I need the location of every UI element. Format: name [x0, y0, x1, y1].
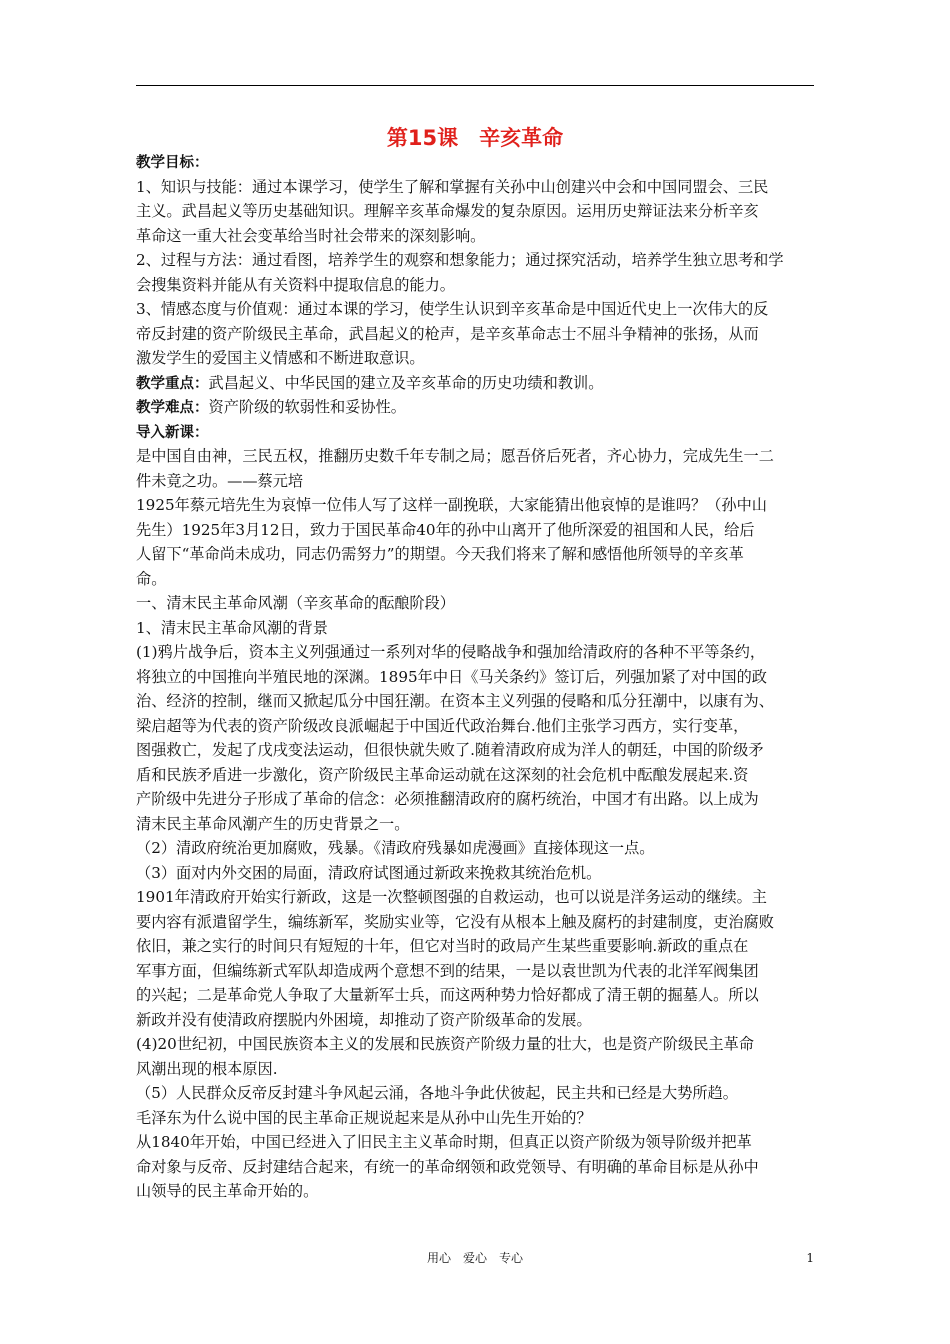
text-line [136, 1008, 814, 1033]
line-text: 将独立的中国推向半殖民地的深渊。1895年中日《马关条约》签订后，列强加紧了对中国的政 [136, 667, 767, 686]
text-line [136, 297, 814, 322]
line-text: 风潮出现的根本原因. [136, 1059, 278, 1078]
text-line [136, 665, 814, 690]
section-label: 导入新课： [136, 424, 209, 441]
line-text: （2）清政府统治更加腐败，残暴。《清政府残暴如虎漫画》直接体现这一点。 [136, 839, 655, 857]
text-line [136, 346, 814, 371]
line-text: 要内容有派遣留学生，编练新军，奖励实业等，它没有从根本上触及腐朽的封建制度，吏治腐败 [136, 912, 774, 931]
text-line [136, 738, 814, 763]
line-text: 产阶级中先进分子形成了革命的信念：必须推翻清政府的腐朽统治，中国才有出路。以上成为 [136, 790, 759, 808]
section-label: 教学难点： [136, 400, 209, 416]
text-line [136, 322, 814, 347]
text-line [136, 1057, 814, 1082]
line-text: (1)鸦片战争后，资本主义列强通过一系列对华的侵略战争和强加给清政府的各种不平等条约， [136, 643, 766, 661]
text-line [136, 224, 814, 249]
line-text: 3、情感态度与价值观：通过本课的学习，使学生认识到辛亥革命是中国近代史上一次伟大的反 [136, 300, 769, 318]
line-text: 革命这一重大社会变革给当时社会带来的深刻影响。 [136, 226, 486, 245]
text-line [136, 150, 814, 175]
line-text: 军事方面，但编练新式军队却造成两个意想不到的结果，一是以袁世凯为代表的北洋军阀集团 [136, 961, 759, 980]
text-line [136, 371, 814, 396]
text-line [136, 885, 814, 910]
line-text: 一、清末民主革命风潮（辛亥革命的酝酿阶段） [136, 594, 455, 612]
line-text: 命对象与反帝、反封建结合起来，有统一的革命纲领和政党领导、有明确的革命目标是从孙中 [136, 1157, 759, 1176]
line-text: 先生）1925年3月12日，致力于国民革命40年的孙中山离开了他所深爱的祖国和人民，给后 [136, 520, 755, 539]
line-text: 资产阶级的软弱性和妥协性。 [208, 398, 406, 416]
text-line [136, 836, 814, 861]
line-text: 从1840年开始，中国已经进入了旧民主主义革命时期，但真正以资产阶级为领导阶级并把革 [136, 1133, 752, 1151]
line-text: 毛泽东为什么说中国的民主革命正规说起来是从孙中山先生开始的？ [136, 1108, 592, 1127]
line-text: （3）面对内外交困的局面，清政府试图通过新政来挽救其统治危机。 [136, 863, 602, 882]
line-text: 主义。武昌起义等历史基础知识。理解辛亥革命爆发的复杂原因。运用历史辩证法来分析辛亥 [136, 202, 759, 220]
header-rule [136, 85, 814, 86]
line-text: 2、过程与方法：通过看图，培养学生的观察和想象能力；通过探究活动，培养学生独立思考和学 [136, 251, 784, 269]
line-text: 帝反封建的资产阶级民主革命，武昌起义的枪声，是辛亥革命志士不屈斗争精神的张扬，从而 [136, 324, 759, 343]
text-line [136, 934, 814, 959]
text-line [136, 518, 814, 543]
text-line [136, 616, 814, 641]
lesson-title: 第15课 辛亥革命 [386, 126, 564, 150]
text-line [136, 248, 814, 273]
footer-motto: 用心 爱心 专心 [426, 1251, 523, 1265]
line-text: 依旧，兼之实行的时间只有短短的十年，但它对当时的政局产生某些重要影响.新政的重点在 [136, 937, 749, 955]
text-line [136, 273, 814, 298]
text-line [136, 787, 814, 812]
text-line [136, 983, 814, 1008]
line-text: 1、知识与技能：通过本课学习，使学生了解和掌握有关孙中山创建兴中会和中国同盟会、三民 [136, 177, 769, 196]
text-line [136, 567, 814, 592]
section-label: 教学目标： [136, 155, 209, 171]
text-line [136, 689, 814, 714]
text-line [136, 420, 814, 445]
text-line [136, 812, 814, 837]
text-line [136, 910, 814, 935]
line-text: 新政并没有使清政府摆脱内外困境，却推动了资产阶级革命的发展。 [136, 1010, 592, 1029]
page-number: 1 [806, 1251, 814, 1265]
line-text: 治、经济的控制，继而又掀起瓜分中国狂潮。在资本主义列强的侵略和瓜分狂潮中，以康有为、 [136, 692, 774, 710]
text-line [136, 493, 814, 518]
line-text: （5）人民群众反帝反封建斗争风起云涌，各地斗争此伏彼起，民主共和已经是大势所趋。 [136, 1084, 738, 1102]
text-line [136, 199, 814, 224]
text-line [136, 1130, 814, 1155]
text-line [136, 444, 814, 469]
text-line [136, 714, 814, 739]
line-text: 盾和民族矛盾进一步激化，资产阶级民主革命运动就在这深刻的社会危机中酝酿发展起来.资 [136, 765, 749, 784]
text-line [136, 861, 814, 886]
line-text: 会搜集资料并能从有关资料中提取信息的能力。 [136, 275, 455, 294]
text-line [136, 395, 814, 420]
line-text: 人留下“革命尚未成功，同志仍需努力”的期望。今天我们将来了解和感悟他所领导的辛亥革 [136, 545, 744, 563]
line-text: (4)20世纪初，中国民族资本主义的发展和民族资产阶级力量的壮大，也是资产阶级民主革命 [136, 1035, 754, 1053]
text-line [136, 1081, 814, 1106]
section-label: 教学重点： [136, 375, 209, 392]
line-text: 是中国自由神，三民五权，推翻历史数千年专制之局；愿吾侪后死者，齐心协力，完成先生一二 [136, 447, 774, 465]
line-text: 山领导的民主革命开始的。 [136, 1182, 319, 1200]
text-line [136, 175, 814, 200]
line-text: 命。 [136, 569, 167, 588]
line-text: 梁启超等为代表的资产阶级改良派崛起于中国近代政治舞台.他们主张学习西方，实行变革， [136, 716, 749, 735]
text-line [136, 1179, 814, 1204]
text-line [136, 959, 814, 984]
line-text: 件未竟之功。——蔡元培 [136, 471, 304, 490]
line-text: 1925年蔡元培先生为哀悼一位伟人写了这样一副挽联，大家能猜出他哀悼的是谁吗？（孙中山 [136, 496, 767, 514]
line-text: 激发学生的爱国主义情感和不断进取意识。 [136, 349, 425, 367]
text-line [136, 1155, 814, 1180]
text-line [136, 1106, 814, 1131]
line-text: 图强救亡，发起了戊戌变法运动，但很快就失败了.随着清政府成为洋人的朝廷，中国的阶级矛 [136, 741, 764, 759]
text-line [136, 1032, 814, 1057]
line-text: 1901年清政府开始实行新政，这是一次整顿图强的自救运动，也可以说是洋务运动的继续。主 [136, 888, 767, 906]
line-text: 武昌起义、中华民国的建立及辛亥革命的历史功绩和教训。 [208, 373, 604, 392]
document-body [136, 150, 814, 1204]
text-line [136, 763, 814, 788]
text-line [136, 591, 814, 616]
line-text: 1、清末民主革命风潮的背景 [136, 618, 328, 637]
line-text: 清末民主革命风潮产生的历史背景之一。 [136, 814, 410, 833]
line-text: 的兴起；二是革命党人争取了大量新军士兵，而这两种势力恰好都成了清王朝的掘墓人。所以 [136, 986, 759, 1004]
text-line [136, 542, 814, 567]
text-line [136, 640, 814, 665]
page-footer [136, 1248, 814, 1268]
text-line [136, 469, 814, 494]
